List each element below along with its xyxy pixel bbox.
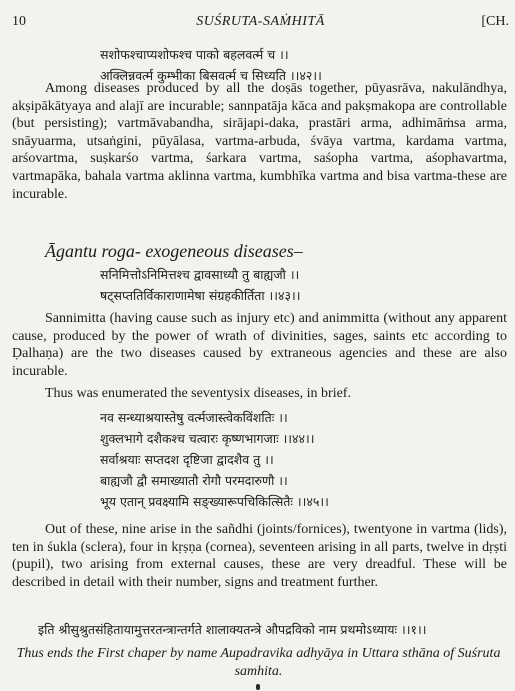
verse-line: बाह्यजौ द्वौ समाख्यातौ रोगौ परमदारुणौ ।। xyxy=(100,473,288,488)
translation-paragraph-3: Out of these, nine arise in the sañdhi (joints/fornices), twentyone in vartma (lids), ten in śukla (sclera), four in kṛṣṇa (cornea), seventeen arising in all parts, twelve in dṛṣti (pupil), two arising from external causes, these are very dreadful. These will be described in detail with their number, signs and treatment further. xyxy=(12,522,507,590)
closing-statement: Thus ends the First chaper by name Aupadravika adhyāya in Uttara sthāna of Suśruta samhita. xyxy=(16,646,501,679)
verse-line: सनिमित्तोऽनिमित्तश्च द्वावसाध्यौ तु बाह्यजौ ।। xyxy=(100,267,300,282)
sanskrit-verse-43 xyxy=(100,264,495,306)
running-title: SUŚRUTA-SAṀHITĀ xyxy=(196,14,325,29)
verse-line: भूय एतान् प्रवक्ष्यामि सङ्ख्यारूपचिकित्सितैः ।।४५।। xyxy=(100,494,329,509)
verse-line: अक्लिन्नवर्त्म कुम्भीका बिसवर्त्म च सिध्यति ।।४२।। xyxy=(100,68,322,83)
verse-line: नव सन्ध्याश्रयास्तेषु वर्त्मजास्त्वेकविंशतिः ।। xyxy=(100,410,288,425)
chapter-mark: [CH. xyxy=(481,14,509,29)
translation-paragraph-1: Among diseases produced by all the doṣās together, pūyasrāva, nakulāndhya, akṣipākātyaya and alajī are incurable; sannpatāja kāca and pakṣmakopa are controllable (but persisting); vartmāvabandha, sirājapi-daka, prastāri arma, adhimāṁsa arma, snāyuarma, utsaṅgini, pūyālasa, vartma-arbuda, śvāya vartma, kardama vartma, arśovartma, suṣkarśo vartma, śarkara vartma, saśopha vartma, aśophavartma, vartmapāka, bahala vartma aklinna vartma, kumbhīka vartma and bisa vartma-these are incurable. xyxy=(12,81,507,202)
sanskrit-verse-44-45 xyxy=(100,407,495,512)
running-header xyxy=(12,14,509,32)
section-heading: Āgantu roga- exogeneous diseases– xyxy=(45,241,303,261)
verse-line: सशोफश्चाप्यशोफश्च पाको बहलवर्त्म च ।। xyxy=(100,47,289,62)
verse-line: षट्सप्ततिर्विकाराणामेषा संग्रहकीर्तिता ।।४३।। xyxy=(100,288,301,303)
chapter-colophon: इति श्रीसुश्रुतसंहितायामुत्तरतन्त्रान्तर्गते शालाक्यतन्त्रे औपद्रविको नाम प्रथमोऽध्यायः ।।१।। xyxy=(38,622,427,637)
translation-paragraph-2: Sannimitta (having cause such as injury etc) and animmitta (without any apparent cause, produced by the power of wrath of divinities, sages, saints etc according to Ḍalhaṇa) are the two diseases caused by extraneous agencies and these are also incurable. xyxy=(12,311,507,379)
verse-line: शुक्लभागे दशैकश्च चत्वारः कृष्णभागजाः ।।४४।। xyxy=(100,431,315,446)
ink-speck xyxy=(256,684,260,690)
page-number: 10 xyxy=(12,14,26,29)
verse-line: सर्वाश्रयाः सप्तदश दृष्टिजा द्वादशैव तु ।। xyxy=(100,452,274,467)
summary-sentence: Thus was enumerated the seventysix diseases, in brief. xyxy=(45,386,351,401)
